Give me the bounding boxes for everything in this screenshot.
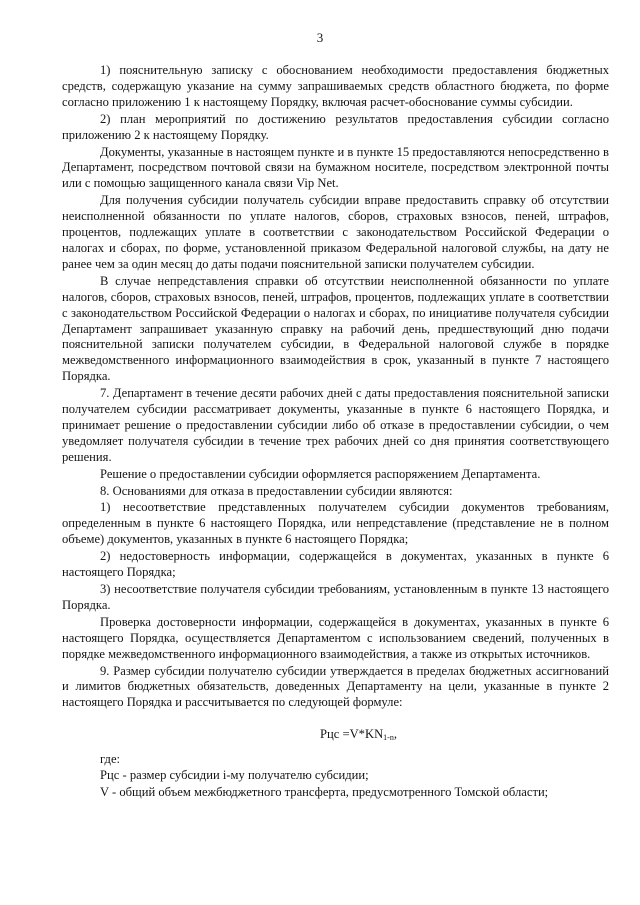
paragraph: 7. Департамент в течение десяти рабочих дней с даты предоставления пояснительной записки получателем субсидии рассматривает документы, указанные в пункте 6 настоящего Порядка, и принимает решение о предоставлении субсидии либо об отказе в предоставлении субсидии, о чем уведомляет получателя субсидии в течение трех рабочих дней со дня принятия соответствующего решения. (62, 386, 609, 464)
definition-item: V - общий объем межбюджетного трансферта, предусмотренного Томской области; (100, 784, 549, 799)
definition-item: Рцс - размер субсидии i-му получателю субсидии; (100, 768, 369, 783)
paragraph: Проверка достоверности информации, содержащейся в документах, указанных в пункте 6 настоящего Порядка, осуществляется Департаментом с использованием сведений, полученных в порядке межведомственного информационного взаимодействия, а также из открытых источников. (62, 614, 609, 661)
paragraph: Для получения субсидии получатель субсидии вправе предоставить справку об отсутствии неисполненной обязанности по уплате налогов, сборов, страховых взносов, пеней, штрафов, процентов, подлежащих уплате в соответствии с законодательством Российской Федерации о налогах и сборах, по форме, установленной приказом Федеральной налоговой службы, на дату не ранее чем за один месяц до даты подачи пояснительной записки получателем субсидии. (62, 193, 609, 271)
paragraph: 8. Основаниями для отказа в предоставлении субсидии являются: (100, 483, 453, 498)
formula-subscript: 1-n (383, 733, 394, 743)
paragraph: 1) пояснительную записку с обоснованием необходимости предоставления бюджетных средств, содержащую указание на сумму запрашиваемых средств областного бюджета, по форме согласно приложению 1 к настоящему Порядку, включая расчет-обоснование суммы субсидии. (62, 63, 609, 109)
paragraph: 9. Размер субсидии получателю субсидии утверждается в пределах бюджетных ассигнований и лимитов бюджетных обязательств, доведенных Департаменту на цели, указанные в пункте 2 настоящего Порядка и рассчитывается по следующей формуле: (62, 663, 609, 710)
paragraph: 1) несоответствие представленных получателем субсидии документов требованиям, определенным в пункте 6 настоящего Порядка, или непредставление (представление не в полном объеме) документов, указанных в пункте 6 настоящего Порядка; (62, 500, 609, 547)
paragraph: В случае непредставления справки об отсутствии неисполненной обязанности по уплате налогов, сборов, страховых взносов, пеней, штрафов, процентов, подлежащих уплате в соответствии с законодательством Российской Федерации о налогах и сборах, по инициативе получателя субсидии Департамент запрашивает указанную справку на рабочий день, предшествующий дню подачи пояснительной записки получателем субсидии, в Федеральной налоговой службе в порядке межведомственного информационного взаимодействия в срок, указанный в пункте 7 настоящего Порядка. (62, 273, 609, 384)
paragraph: 2) план мероприятий по достижению результатов предоставления субсидии согласно приложению 2 к настоящему Порядку. (62, 111, 609, 142)
formula-trail: , (393, 727, 397, 742)
paragraph: Решение о предоставлении субсидии оформляется распоряжением Департамента. (100, 466, 541, 481)
subsidy-formula (62, 727, 609, 746)
paragraph: 2) недостоверность информации, содержащейся в документах, указанных в пункте 6 настоящего Порядка; (62, 549, 609, 580)
paragraph: 3) несоответствие получателя субсидии требованиям, установленным в пункте 13 настоящего Порядка. (62, 582, 609, 612)
where-label: где: (100, 752, 121, 767)
page-number: 3 (316, 30, 324, 45)
paragraph: Документы, указанные в настоящем пункте и в пункте 15 предоставляются непосредственно в Департамент, посредством почтовой связи на бумажном носителе, посредством электронной почты или с помощью защищенного канала связи Vip Net. (62, 144, 609, 191)
formula-main: Рцс =V*KN (320, 727, 384, 742)
document-body (62, 63, 609, 801)
